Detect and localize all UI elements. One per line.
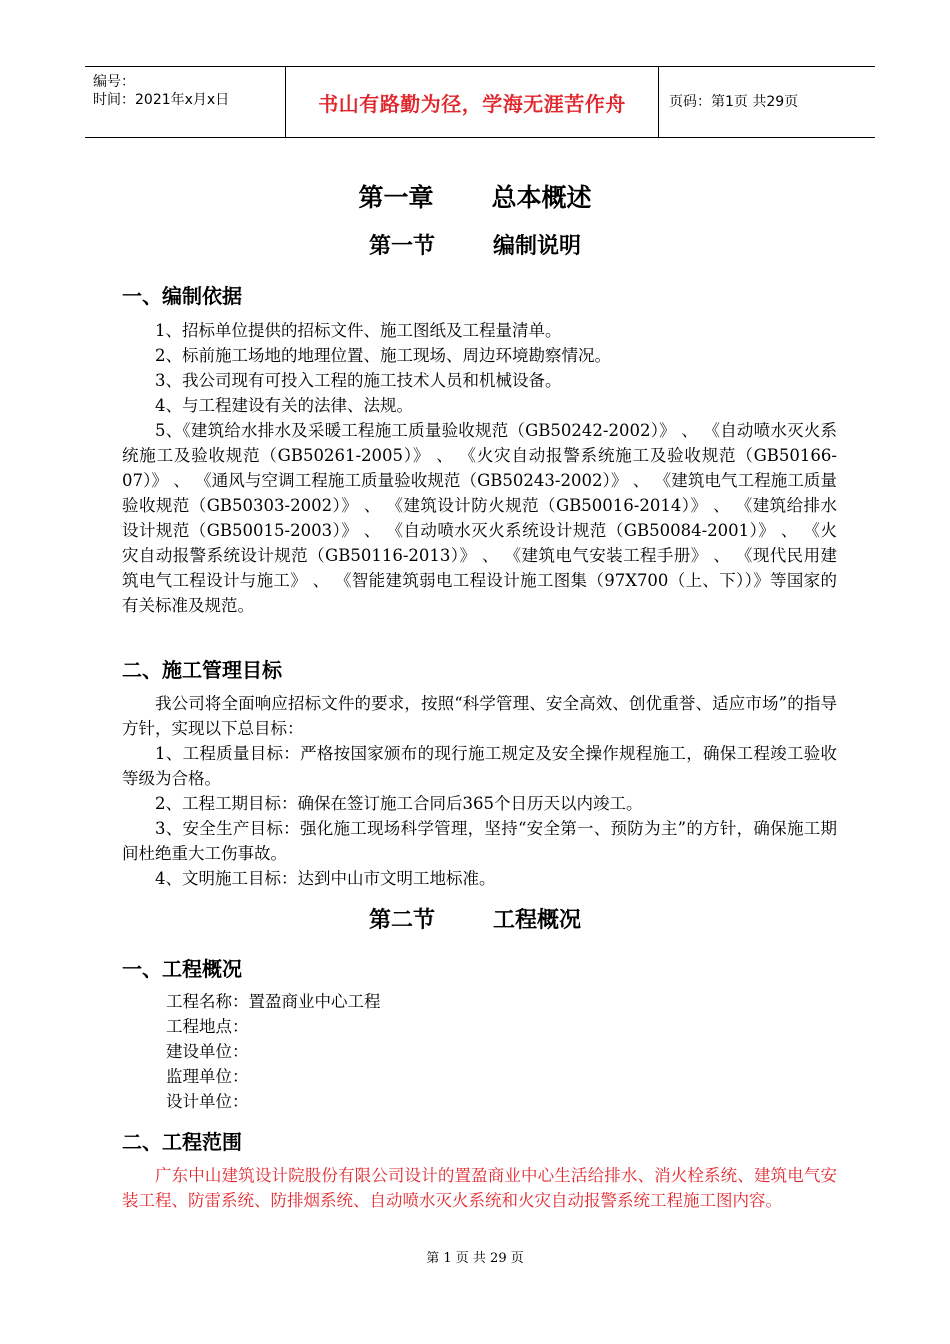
motto: 书山有路勤为径，学海无涯苦作舟 [318, 91, 626, 116]
scope-text-block [122, 1163, 837, 1213]
header-meta-cell [85, 67, 286, 137]
scope-text: 广东中山建筑设计院股份有限公司设计的置盈商业中心生活给排水、消火栓系统、建筑电气安装工程、防雷系统、防排烟系统、自动喷水灭火系统和火灾自动报警系统工程施工图内容。 [122, 1166, 837, 1210]
header-table [85, 66, 875, 138]
overview-item: 工程名称：置盈商业中心工程 [166, 992, 381, 1011]
overview-list [166, 989, 381, 1114]
chapter-number: 第一章 [358, 183, 434, 212]
goals-heading: 二、施工管理目标 [122, 658, 282, 682]
goals-item: 我公司将全面响应招标文件的要求，按照“科学管理、安全高效、创优重誉、适应市场”的指导方针，实现以下总目标： [122, 694, 837, 738]
goals-item: 4、文明施工目标：达到中山市文明工地标准。 [155, 869, 496, 888]
header-page-cell [659, 67, 875, 137]
section-2-number: 第二节 [368, 908, 435, 933]
basis-heading: 一、编制依据 [122, 284, 242, 308]
basis-item: 4、与工程建设有关的法律、法规。 [155, 396, 413, 415]
section-1-number: 第一节 [368, 234, 435, 259]
goals-item: 1、工程质量目标：严格按国家颁布的现行施工规定及安全操作规程施工，确保工程竣工验收等级为合格。 [122, 744, 837, 788]
basis-list [122, 318, 837, 618]
overview-heading: 一、工程概况 [122, 957, 242, 981]
section-2-title [0, 903, 950, 934]
chapter-title [0, 178, 950, 214]
basis-item: 5、《建筑给水排水及采暖工程施工质量验收规范（GB50242-2002）》 、 《自动喷水灭火系统施工及验收规范（GB50261-2005）》 、 《火灾自动报警系统施工及验收规范（GB50166-07）》 、 《通风与空调工程施工质量验收规范（GB50243-2002）》 、 《建筑电气工程施工质量验收规范（GB50303-2002）》 、 《建筑设计防火规范（GB50016-2014）》 、 《建筑给排水设计规范（GB50015-2003）》 、 《自动喷水灭火系统设计规范（GB50084-2001）》 、 《火灾自动报警系统设计规范（GB50116-2013）》 、 《建筑电气安装工程手册》 、 《现代民用建筑电气工程设计与施工》 、 《智能建筑弱电工程设计施工图集（97X700（上、下））》等国家的有关标准及规范。 [122, 421, 837, 615]
basis-item: 2、标前施工场地的地理位置、施工现场、周边环境勘察情况。 [155, 346, 611, 365]
doc-date: 时间：2021年x月x日 [93, 92, 230, 108]
goals-item: 2、工程工期目标：确保在签订施工合同后365个日历天以内竣工。 [155, 794, 643, 813]
doc-code: 编号： [93, 74, 135, 90]
goals-list [122, 691, 837, 891]
section-1-title [0, 229, 950, 260]
scope-heading: 二、工程范围 [122, 1130, 242, 1154]
overview-item: 建设单位： [166, 1042, 249, 1061]
basis-item: 3、我公司现有可投入工程的施工技术人员和机械设备。 [155, 371, 562, 390]
section-1-name: 编制说明 [493, 234, 582, 259]
chapter-name: 总本概述 [491, 183, 592, 212]
header-motto-cell [286, 67, 659, 137]
page-footer: 第 1 页 共 29 页 [426, 1251, 524, 1266]
section-2-name: 工程概况 [493, 908, 582, 933]
overview-item: 监理单位： [166, 1067, 249, 1086]
goals-item: 3、安全生产目标：强化施工现场科学管理，坚持“安全第一、预防为主”的方针，确保施工期间杜绝重大工伤事故。 [122, 819, 837, 863]
overview-item: 工程地点： [166, 1017, 249, 1036]
page-indicator: 页码：第1页 共29页 [669, 94, 799, 110]
basis-item: 1、招标单位提供的招标文件、施工图纸及工程量清单。 [155, 321, 562, 340]
overview-item: 设计单位： [166, 1092, 249, 1111]
